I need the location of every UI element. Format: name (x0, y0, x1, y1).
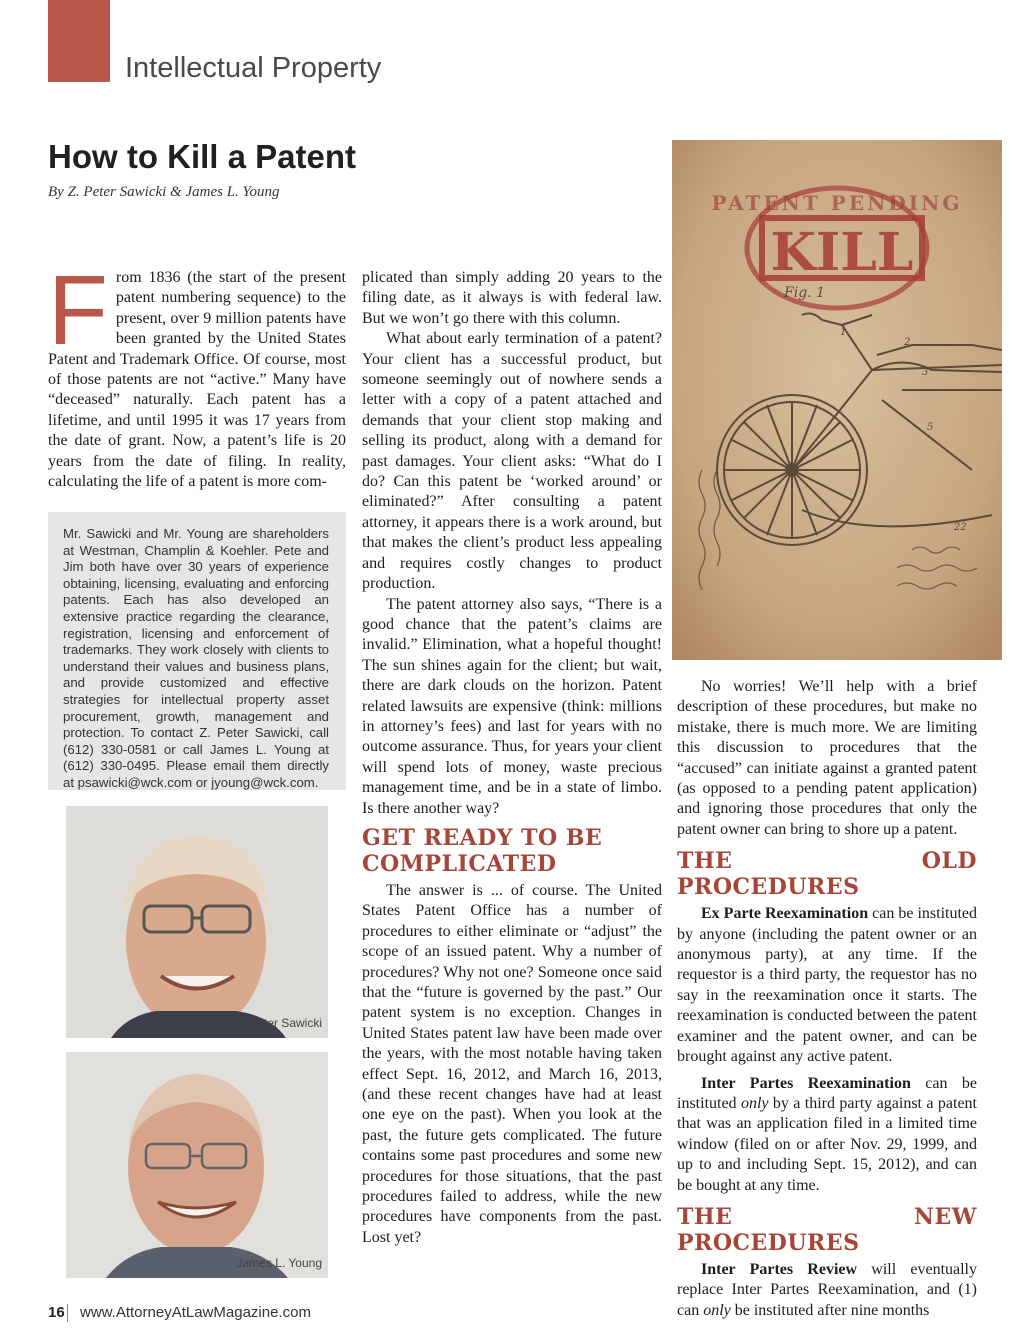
stamp-kill-text: KILL (770, 222, 914, 283)
term-ex-parte: Ex Parte Reexamination (701, 905, 869, 923)
article-title: How to Kill a Patent (48, 138, 357, 175)
author-photo-young (66, 1052, 328, 1278)
footer-divider (67, 1304, 68, 1322)
subheading-old-procedures: THE OLD PROCEDURES (677, 848, 977, 901)
paragraph: What about early termination of a patent? Your client has a successful product, but someone seemingly out of nowhere sends a letter with a copy of a patent attached and demands that your client stop making and selling its product, along with a demand for past damages. Your client asks: “What do I do? Can this patent be ‘worked around’ or eliminated?” After consulting a patent attorney, it appears there is a work around, but that makes the client’s product less appealing and requires costly changes to product production. (362, 330, 662, 593)
paragraph: The patent attorney also says, “There is a good chance that the patent’s claims are invalid.” Elimination, what a hopeful thought! The sun shines again for the client; but wait, there are dark clouds on the horizon. Patent related lawsuits are expensive (think: millions in attorney’s fees) and last for years with no outcome assurance. Thus, for years your client will spend lots of money, waste precious management time, and be in a state of limbo. Is there another way? (362, 595, 662, 817)
author-photo-sawicki (66, 806, 328, 1038)
figure-label: Fig. 1 (784, 285, 825, 301)
paragraph: plicated than simply adding 20 years to the filing date, as it always is with federal law. But we won’t go there with this column. (362, 269, 662, 327)
author-bio-text: Mr. Sawicki and Mr. Young are shareholders at Westman, Champlin & Koehler. Pete and Jim both have over 30 years of experience obtaining, licensing, evaluating and enforcing patents. Each has also developed an extensive practice regarding the clearance, registration, licensing and enforcement of trademarks. They work closely with clients to understand their values and business plans, and provide customized and effective strategies for intellectual property asset procurement, growth, management and protection. To contact Z. Peter Sawicki, call (612) 330-0581 or call James L. Young at (612) 330-0495. Please email them directly at psawicki@wck.com or jyoung@wck.com. (63, 526, 329, 790)
author-bio-box (48, 512, 346, 790)
section-color-tab (48, 0, 110, 82)
stamp-arc-text: PATENT PENDING (711, 191, 963, 215)
subheading-new-procedures: THE NEW PROCEDURES (677, 1203, 977, 1256)
photo-caption-sawicki: Z. Peter Sawicki (235, 1016, 322, 1030)
emphasis-only: only (740, 1094, 769, 1112)
patent-illustration (672, 140, 1002, 660)
byline: By Z. Peter Sawicki & James L. Young (48, 184, 280, 200)
portrait-sawicki (66, 806, 328, 1038)
footer-website-link[interactable]: www.AttorneyAtLawMagazine.com (80, 1304, 311, 1321)
page-number: 16 (48, 1304, 65, 1321)
emphasis-only: only (703, 1301, 731, 1319)
column-2 (362, 268, 662, 1248)
paragraph-inter-partes (677, 1074, 977, 1196)
paragraph-ex-parte (677, 904, 977, 1067)
column-3 (677, 677, 977, 1321)
svg-text:2: 2 (904, 337, 911, 348)
subheading-get-ready: GET READY TO BE COMPLICATED (362, 824, 603, 877)
term-ipr: Inter Partes Review (701, 1260, 858, 1278)
svg-text:1: 1 (840, 327, 847, 338)
text-ipr-b: be instituted after nine months (730, 1301, 930, 1319)
portrait-young (66, 1052, 328, 1278)
text-inter-partes-a: can be instituted (677, 1074, 977, 1112)
drop-cap: F (48, 255, 108, 365)
intro-paragraph: rom 1836 (the start of the present patent numbering sequence) to the present, over 9 million patents have been granted by the United States Patent and Trademark Office. Of course, most of those patents are not “active.” Many have “deceased” naturally. Each patent has a lifetime, and until 1995 it was 17 years from the date of grant. Now, a patent’s life is 20 years from the date of filing. In reality, calculating the life of a patent is more com- (48, 269, 346, 491)
text-ipr-a: will eventually replace Inter Partes Reexamination, and (1) can (677, 1260, 977, 1319)
text-inter-partes-b: by a third party against a patent that was an application filed in a limited time window (filed on or after Nov. 29, 1999, and up to and including Sept. 15, 2012), and can be bought at any time. (677, 1094, 977, 1194)
paragraph: The answer is ... of course. The United States Patent Office has a number of procedures to either eliminate or “adjust” the scope of an issued patent. Why a number of procedures? Why not one? Someone once said that the “future is governed by the past.” Our patent system is no exception. Changes in United States patent law have been made over the years, with the most notable having taken effect Sept. 16, 2012, and March 16, 2013, (and these recent changes have had at least one eye on the past). When you look at the past, the future gets complicated. The future contains some past procedures and some new procedures for those situations, that the past procedures failed to address, while the new procedures have components from the past. Lost yet? (362, 881, 662, 1246)
paragraph-ipr (677, 1260, 977, 1321)
term-inter-partes: Inter Partes Reexamination (701, 1074, 911, 1092)
photo-caption-young: James L. Young (236, 1256, 322, 1270)
svg-text:22: 22 (954, 522, 967, 533)
column-1 (48, 255, 346, 492)
bicycle-patent-drawing (672, 140, 1002, 660)
svg-text:5: 5 (927, 422, 934, 433)
paragraph: No worries! We’ll help with a brief description of these procedures, but make no mistake, there is much more. We are limiting this discussion to procedures that the “accused” can initiate against a granted patent (as opposed to a pending patent application) and ignoring those procedures that only the patent owner can bring to shore up a patent. (677, 678, 977, 838)
svg-text:3: 3 (922, 367, 929, 378)
section-label: Intellectual Property (125, 52, 382, 84)
text-ex-parte: can be instituted by anyone (including the patent owner or an anonymous party), at any time. If the requestor is a third party, the requestor has no say in the reexamination once it starts. The reexamination is conducted between the patent examiner and the patent owner, and can be brought against any active patent. (677, 905, 978, 1066)
